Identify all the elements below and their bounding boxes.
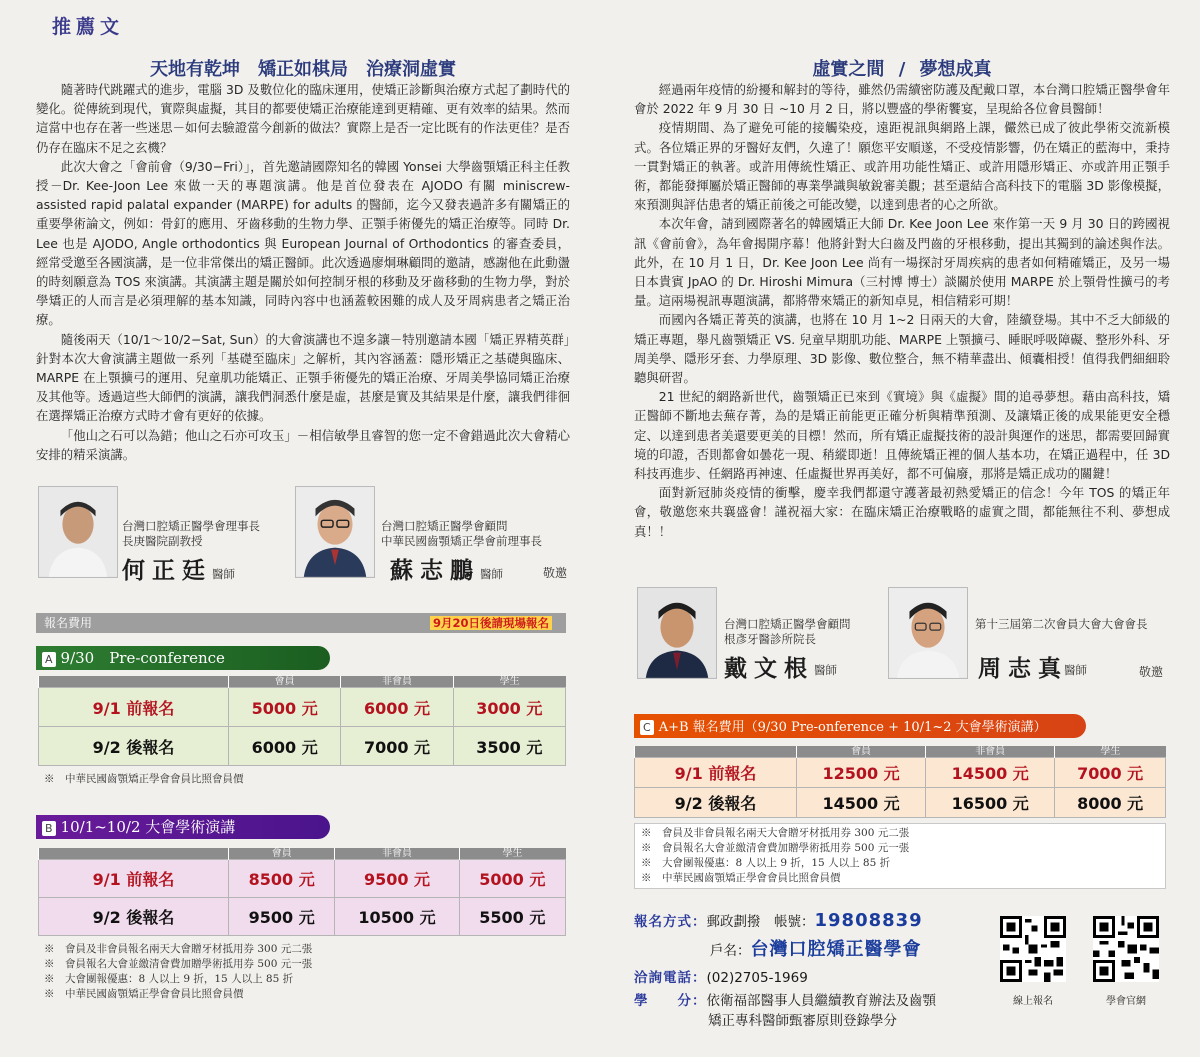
right-article-body xyxy=(634,80,1170,541)
fee-c-row xyxy=(635,788,1166,818)
fee-c-head-blank xyxy=(635,746,797,758)
qr-website-caption: 學會官網 xyxy=(1106,996,1146,1007)
fee-c-member: 14500 元 xyxy=(797,788,926,818)
portrait-photo-he xyxy=(38,486,118,578)
fee-b-note: ※ 會員報名大會並繳清會費加贈學術抵用券 500 元一張 xyxy=(44,958,313,970)
portrait-photo-zhou xyxy=(888,587,968,679)
left-article-title: 天地有乾坤 矯正如棋局 治療洞虛實 xyxy=(150,59,456,80)
fee-header-note: 9月20日後請現場報名 xyxy=(430,616,552,630)
fee-b-note: ※ 大會團報優惠：8 人以上 9 折，15 人以上 85 折 xyxy=(44,973,294,985)
reg-phone-value: (02)2705-1969 xyxy=(706,970,808,986)
fee-a-head-blank xyxy=(39,676,229,688)
fee-b-student: 5500 元 xyxy=(459,898,565,936)
fee-c-title: A+B 報名費用（9/30 Pre-onference + 10/1~2 大會學術演講） xyxy=(658,720,1047,735)
fee-c-head-student: 學生 xyxy=(1055,746,1166,758)
fee-c-row-label: 9/2 後報名 xyxy=(635,788,797,818)
right-paragraph: 本次年會，請到國際著名的韓國矯正大師 Dr. Kee Joon Lee 來作第一天 9 月 30 日的跨國視訊《會前會》，為年會揭開序幕！他將針對大臼齒及門齒的牙根移動，提出其獨到的論述與作法。此外，在 10 月 1 日，Dr. Kee Joon Lee 尚有一場探討牙周疾病的患者如何精確矯正，及另一場日本貴賓 JpAO 的 Dr. Hiroshi Mimura（三村博 博士）談關於使用 MARPE 於上顎骨性擴弓的考量。這兩場視訊專題演講，都將帶來矯正的新知卓見，相信精彩可期！ xyxy=(634,216,1170,309)
sig-zhou-title: 第十三屆第二次會員大會大會會長 xyxy=(975,617,1148,631)
sig-he-suffix: 醫師 xyxy=(212,567,235,581)
fee-a-row xyxy=(39,688,566,727)
fee-b-head-member: 會員 xyxy=(229,848,335,860)
fee-b-row xyxy=(39,860,566,898)
fee-c-badge: C xyxy=(640,720,654,735)
fee-a-row xyxy=(39,727,566,766)
fee-b-badge: B xyxy=(42,821,56,836)
left-article-body xyxy=(36,80,570,464)
fee-c-student: 7000 元 xyxy=(1055,758,1166,788)
fee-c-note: ※ 中華民國齒顎矯正學會會員比照會員價 xyxy=(641,872,841,884)
right-paragraph: 21 世紀的網路新世代，齒顎矯正已來到《實境》與《虛擬》間的追尋夢想。藉由高科技，矯正醫師不斷地去蕪存菁，為的是矯正前能更正確分析與精準預測、及讓矯正後的成果能更安全穩定、以達到患者美還要更美的目標！然而，所有矯正虛擬技術的設計與運作的迷思，都需要回歸實境的印證，否則都會如曇花一現、稍縱即逝！且傳統矯正裡的個人基本功，在矯正過程中，任 3D 科技再進步、任網路再神速、任虛擬世界再美好，都不可偏廢，那將是矯正成功的關鍵！ xyxy=(634,389,1170,482)
reg-holder-label: 戶名： xyxy=(710,943,751,959)
fee-c-note: ※ 會員及非會員報名兩天大會贈牙材抵用券 300 元二張 xyxy=(641,827,910,839)
reg-credit-line1: 依衛福部醫事人員繼續教育辦法及齒顎 xyxy=(706,993,936,1009)
fee-header xyxy=(36,613,566,633)
fee-a-badge: A xyxy=(42,652,56,667)
fee-b-nonmember: 9500 元 xyxy=(335,860,459,898)
fee-c-row-label: 9/1 前報名 xyxy=(635,758,797,788)
sig-dai-title1: 台灣口腔矯正醫學會顧問 xyxy=(724,617,851,631)
left-paragraph: 隨著時代跳躍式的進步，電腦 3D 及數位化的臨床運用，使矯正診斷與治療方式起了劃時代的變化。從傳統到現代，實際與虛擬，其目的都要使矯正治療能達到更精確、更有效率的結果。然而這當中也存在著一些迷思－如何去驗證當今創新的做法？實際上是否一定比既有的作法更佳？是否仍存在臨床不足之玄機？ xyxy=(36,82,570,155)
fee-a-head-nonmember: 非會員 xyxy=(341,676,453,688)
section-tag: 推薦文 xyxy=(52,16,125,38)
fee-a-member: 6000 元 xyxy=(229,727,341,766)
fee-a-head-student: 學生 xyxy=(453,676,565,688)
qr-registration-caption: 線上報名 xyxy=(1013,996,1053,1007)
fee-a-student: 3000 元 xyxy=(453,688,565,727)
fee-c-nonmember: 16500 元 xyxy=(926,788,1055,818)
fee-b-head-nonmember: 非會員 xyxy=(335,848,459,860)
left-paragraph: 此次大會之「會前會（9/30−Fri）」，首先邀請國際知名的韓國 Yonsei 大學齒顎矯正科主任教授－Dr. Kee-Joon Lee 來做一天的專題演講。他是首位發表在 AJODO 有關 miniscrew-assisted rapid palatal expander (MARPE) for adults 的醫師，迄今又發表過許多有關矯正的重要學術論文，例如：骨釘的應用、牙齒移動的生物力學、正顎手術優先的矯正治療等。同時 Dr. Lee 也是 AJODO, Angle orthodontics 與 European Journal of Orthodontics 的審查委員，經常受邀至各國演講，是一位非常傑出的矯正醫師。此次透過廖炯琳顧問的邀請，感謝他在此動盪的時刻願意為 TOS 來演講。其演講主題是關於如何控制牙根的移動及牙齒移動的生物力學，對於學矯正的人而言是必須理解的基本知識，同時內容中也涵蓋較困難的成人及牙周病患者之矯正治療。 xyxy=(36,158,570,328)
reg-credit-label: 學 分： xyxy=(634,993,707,1009)
sig-he-title1: 台灣口腔矯正醫學會理事長 xyxy=(122,519,260,533)
fee-a-title: 9/30 Pre-conference xyxy=(60,649,225,667)
fee-a-notes xyxy=(44,772,244,787)
portrait-photo-su xyxy=(295,486,375,578)
reg-holder xyxy=(710,935,922,961)
right-paragraph: 面對新冠肺炎疫情的衝擊，慶幸我們都還守護著最初熱愛矯正的信念！今年 TOS 的矯正年會，敬邀您來共襄盛會！謹祝福大家：在臨床矯正治療戰略的虛實之間，都能無往不利、夢想成真！！ xyxy=(634,485,1170,539)
fee-c-head xyxy=(635,746,1166,758)
sig-he-title2: 長庚醫院副教授 xyxy=(122,534,203,548)
fee-b-member: 9500 元 xyxy=(229,898,335,936)
reg-method-label: 報名方式： xyxy=(634,914,707,930)
right-paragraph: 疫情期間、為了避免可能的接觸染疫，遠距視訊與網路上課，儼然已成了彼此學術交流新模式。各位矯正界的牙醫好友們，久違了！願您平安順遂，不受疫情影響，仍在矯正的藍海中，秉持一貫對矯正的執著。或許用傳統性矯正、或許用功能性矯正、或許用隱形矯正、亦或許用正顎手術，都能發揮屬於矯正醫師的專業學識與敏銳審美觀；甚至還結合高科技下的電腦 3D 影像模擬，來預測與評估患者的矯正前後之可能改變，以達到患者的心之所欲。 xyxy=(634,120,1170,213)
reg-phone-label: 洽詢電話： xyxy=(634,970,707,986)
sig-zhou-name: 周志真 xyxy=(978,655,1068,682)
portrait-photo-dai xyxy=(637,587,717,679)
reg-account: 19808839 xyxy=(814,910,923,931)
fee-a-table xyxy=(38,676,566,766)
fee-a-pill xyxy=(36,646,330,670)
fee-b-student: 5000 元 xyxy=(459,860,565,898)
fee-c-student: 8000 元 xyxy=(1055,788,1166,818)
fee-c-note: ※ 會員報名大會並繳清會費加贈學術抵用券 500 元一張 xyxy=(641,842,910,854)
reg-credit xyxy=(634,991,936,1031)
fee-b-row-label: 9/2 後報名 xyxy=(39,898,229,936)
fee-c-row xyxy=(635,758,1166,788)
sig-zhou-suffix: 醫師 xyxy=(1064,663,1087,677)
reg-method xyxy=(634,910,923,931)
sig-dai-suffix: 醫師 xyxy=(814,663,837,677)
fee-a-nonmember: 6000 元 xyxy=(341,688,453,727)
fee-a-member: 5000 元 xyxy=(229,688,341,727)
fee-b-title: 10/1~10/2 大會學術演講 xyxy=(60,818,236,836)
reg-holder-value: 台灣口腔矯正醫學會 xyxy=(750,939,922,960)
fee-b-table xyxy=(38,848,566,936)
right-article xyxy=(634,0,1170,580)
fee-a-note: ※ 中華民國齒顎矯正學會會員比照會員價 xyxy=(44,773,244,785)
fee-b-pill xyxy=(36,815,330,839)
sig-su-title2: 中華民國齒顎矯正學會前理事長 xyxy=(381,534,542,548)
left-paragraph: 「他山之石可以為錯；他山之石亦可攻玉」－相信敏學且睿智的您一定不會錯過此次大會精心安排的精采演講。 xyxy=(36,427,570,462)
fee-b-head xyxy=(39,848,566,860)
sig-dai-name: 戴文根 xyxy=(724,655,814,682)
fee-b-member: 8500 元 xyxy=(229,860,335,898)
fee-b-head-blank xyxy=(39,848,229,860)
fee-c-head-member: 會員 xyxy=(797,746,926,758)
qr-code-website[interactable] xyxy=(1093,916,1159,982)
sig-su-suffix: 醫師 xyxy=(480,567,503,581)
left-article xyxy=(36,0,570,480)
right-paragraph: 經過兩年疫情的紛擾和解封的等待，雖然仍需續密防護及配戴口罩，本台灣口腔矯正醫學會年會於 2022 年 9 月 30 日 ~10 月 2 日，將以豐盛的學術饗宴，呈現給各位會員醫師！ xyxy=(634,82,1170,117)
reg-credit-line2: 矯正專科醫師甄審原則登錄學分 xyxy=(708,1013,897,1029)
fee-b-note: ※ 中華民國齒顎矯正學會會員比照會員價 xyxy=(44,988,244,1000)
fee-a-row-label: 9/2 後報名 xyxy=(39,727,229,766)
left-paragraph: 隨後兩天（10/1～10/2−Sat, Sun）的大會演講也不遑多讓－特別邀請本國「矯正界精英群」針對本次大會演講主題做一系列「基礎至臨床」之解析，其內容涵蓋：隱形矯正之基礎與臨床、MARPE 在上顎擴弓的運用、兒童肌功能矯正、正顎手術優先的矯正治療、牙周美學協同矯正治療及其他等。透過這些大師們的演講，讓我們洞悉什麼是虛，甚麼是實及其結果是什麼，讓我們徘徊在選擇矯正治療方式時才會有更好的依據。 xyxy=(36,331,570,424)
right-paragraph: 而國內各矯正菁英的演講，也將在 10 月 1~2 日兩天的大會，陸續登場。其中不乏大師級的矯正專題，舉凡齒顎矯正 VS. 兒童早期肌功能、MARPE 上顎擴弓、睡眠呼吸障礙、整形外科、牙周美學、隱形牙套、力學原理、3D 影像、數位整合，無不精華盡出、傾囊相授！值得我們細細聆聽與研習。 xyxy=(634,312,1170,386)
fee-c-head-nonmember: 非會員 xyxy=(926,746,1055,758)
sig-he-name: 何正廷 xyxy=(122,557,212,584)
fee-c-table xyxy=(634,746,1166,818)
sig-dai-title xyxy=(724,617,851,647)
qr-code-registration[interactable] xyxy=(1000,916,1066,982)
fee-b-row-label: 9/1 前報名 xyxy=(39,860,229,898)
fee-c-pill xyxy=(634,714,1086,738)
reg-phone xyxy=(634,966,808,986)
sig-su-title1: 台灣口腔矯正醫學會顧問 xyxy=(381,519,508,533)
fee-c-nonmember: 14500 元 xyxy=(926,758,1055,788)
reg-method-value: 郵政劃撥 帳號： xyxy=(706,914,815,930)
fee-a-head xyxy=(39,676,566,688)
sig-su-name: 蘇志鵬 xyxy=(390,557,480,584)
fee-b-nonmember: 10500 元 xyxy=(335,898,459,936)
fee-a-row-label: 9/1 前報名 xyxy=(39,688,229,727)
fee-b-row xyxy=(39,898,566,936)
sig-he-title xyxy=(122,519,260,549)
fee-a-head-member: 會員 xyxy=(229,676,341,688)
fee-a-nonmember: 7000 元 xyxy=(341,727,453,766)
fee-c-note: ※ 大會團報優惠：8 人以上 9 折，15 人以上 85 折 xyxy=(641,857,891,869)
sig-su-title xyxy=(381,519,542,549)
fee-a-student: 3500 元 xyxy=(453,727,565,766)
fee-c-notes xyxy=(634,823,1166,889)
right-jingyao: 敬邀 xyxy=(1139,665,1164,679)
fee-b-notes xyxy=(44,942,312,1002)
sig-dai-title2: 根彥牙醫診所院長 xyxy=(724,632,816,646)
fee-b-head-student: 學生 xyxy=(459,848,565,860)
fee-header-label: 報名費用 xyxy=(44,616,93,630)
left-jingyao: 敬邀 xyxy=(543,566,568,580)
fee-c-member: 12500 元 xyxy=(797,758,926,788)
right-article-title: 虛實之間 / 夢想成真 xyxy=(812,59,992,80)
fee-b-note: ※ 會員及非會員報名兩天大會贈牙材抵用券 300 元二張 xyxy=(44,943,313,955)
